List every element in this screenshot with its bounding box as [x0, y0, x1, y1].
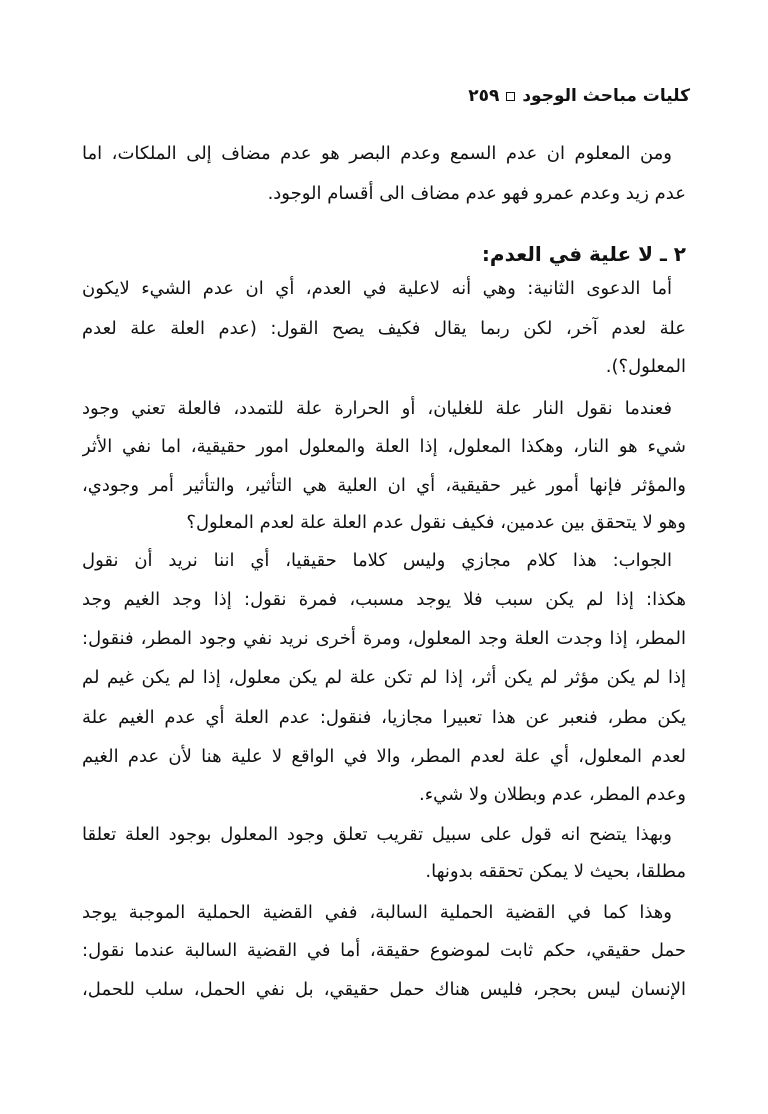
- text-line: فعندما نقول النار علة للغليان، أو الحرارة علة للتمدد، فالعلة تعني وجود: [82, 398, 672, 419]
- text-line: وعدم المطر، عدم وبطلان ولا شيء.: [418, 784, 686, 805]
- text-line: مطلقا، بحيث لا يمكن تحققه بدونها.: [425, 861, 686, 882]
- text-line: وبهذا يتضح انه قول على سبيل تقريب تعلق وجود المعلول بوجود العلة تعلقا: [82, 824, 672, 845]
- square-separator-icon: [506, 92, 515, 101]
- text-line: عدم زيد وعدم عمرو فهو عدم مضاف الى أقسام الوجود.: [267, 183, 686, 204]
- text-line: المطر، إذا وجدت العلة وجد المعلول، ومرة أخرى نريد نفي وجود المطر، فنقول:: [82, 628, 686, 649]
- text-line: ومن المعلوم ان عدم السمع وعدم البصر هو عدم مضاف إلى الملكات، اما: [82, 143, 672, 164]
- text-line: أما الدعوى الثانية: وهي أنه لاعلية في العدم، أي ان عدم الشيء لايكون: [82, 278, 672, 299]
- text-line: وهذا كما في القضية الحملية السالبة، ففي القضية الحملية الموجبة يوجد: [82, 902, 672, 923]
- running-header: [468, 86, 690, 106]
- book-title: كليات مباحث الوجود: [522, 86, 690, 106]
- text-line: يكن مطر، فنعبر عن هذا تعبيرا مجازيا، فنقول: عدم العلة أي عدم الغيم علة: [82, 707, 686, 728]
- text-line: هكذا: إذا لم يكن سبب فلا يوجد مسبب، فمرة نقول: إذا وجد الغيم وجد: [82, 589, 686, 610]
- text-line: والمؤثر فإنها أمور غير حقيقية، أي ان العلية هي التأثير، والتأثير أمر وجودي،: [82, 475, 686, 496]
- text-line: علة لعدم آخر، لكن ربما يقال فكيف يصح القول: (عدم العلة علة لعدم: [82, 318, 686, 339]
- text-line: الجواب: هذا كلام مجازي وليس كلاما حقيقيا، أي اننا نريد أن نقول: [82, 550, 672, 571]
- text-line: لعدم المعلول، أي علة لعدم المطر، والا في الواقع لا علية هنا لأن عدم الغيم: [82, 746, 686, 767]
- text-line: وهو لا يتحقق بين عدمين، فكيف نقول عدم العلة علة لعدم المعلول؟: [186, 512, 686, 533]
- text-line: شيء هو النار، وهكذا المعلول، إذا العلة والمعلول امور حقيقية، اما نفي الأثر: [82, 436, 686, 457]
- text-line: المعلول؟).: [605, 356, 686, 377]
- page-number: ٢٥٩: [468, 86, 500, 106]
- text-line: الإنسان ليس بحجر، فليس هناك حمل حقيقي، بل نفي الحمل، سلب للحمل،: [82, 979, 686, 1000]
- text-line: إذا لم يكن مؤثر لم يكن أثر، إذا لم تكن علة لم يكن معلول، إذا لم يكن غيم لم: [82, 667, 686, 688]
- text-line: حمل حقيقي، حكم ثابت لموضوع حقيقة، أما في القضية السالبة عندما نقول:: [82, 940, 686, 961]
- section-heading: ٢ ـ لا علية في العدم:: [481, 242, 686, 266]
